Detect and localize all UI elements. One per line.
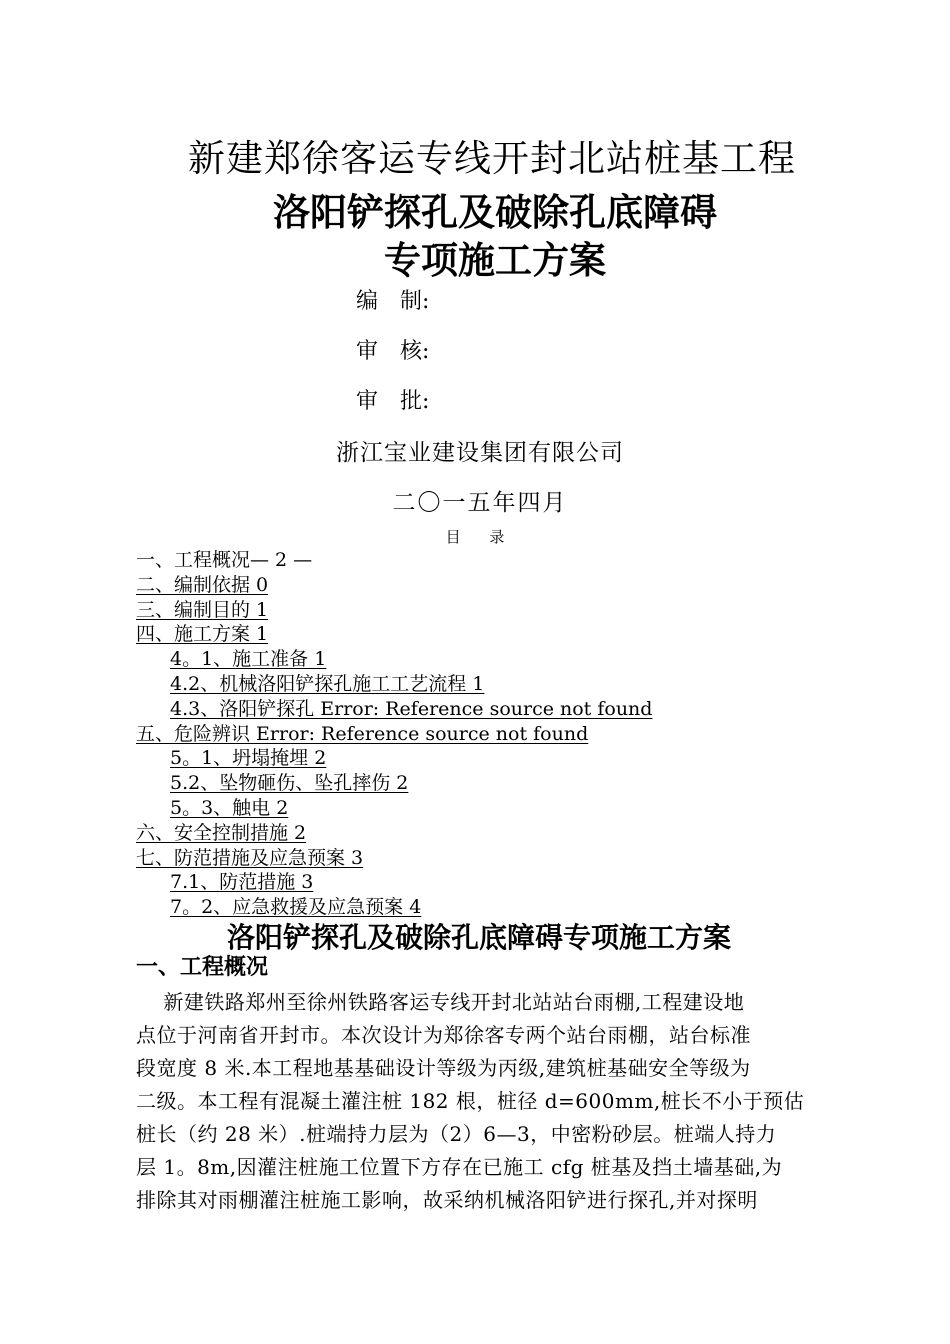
paragraph-line: 新建铁路郑州至徐州铁路客运专线开封北站站台雨棚,工程建设地 (136, 990, 745, 1014)
toc-subitem[interactable]: 4.3、洛阳铲探孔 Error: Reference source not found (170, 697, 653, 720)
paragraph-line: 层 1。8m,因灌注桩施工位置下方存在已施工 cfg 桩基及挡土墙基础,为 (136, 1155, 783, 1179)
toc-subitem[interactable]: 5。1、坍塌掩埋 2 (170, 747, 327, 770)
toc-item[interactable]: 一、工程概况— 2 — (136, 549, 313, 571)
paragraph-line: 段宽度 8 米.本工程地基基础设计等级为丙级,建筑桩基础安全等级为 (136, 1056, 751, 1080)
toc-item[interactable]: 六、安全控制措施 2 (136, 821, 307, 844)
toc-item[interactable]: 二、编制依据 0 (136, 573, 269, 596)
paragraph-line: 二级。本工程有混凝土灌注桩 182 根，桩径 d=600mm,桩长不小于预估 (136, 1089, 805, 1113)
sign-line-compiled (356, 284, 429, 315)
sign-label-char: 制: (400, 289, 430, 314)
toc-subitem[interactable]: 7。2、应急救援及应急预案 4 (170, 896, 422, 919)
company-name: 浙江宝业建设集团有限公司 (336, 440, 624, 466)
document-date: 二〇一五年四月 (392, 490, 568, 516)
toc-subitem[interactable]: 5。3、触电 2 (170, 796, 289, 819)
sign-label-char: 审 (356, 389, 379, 414)
toc-item[interactable]: 七、防范措施及应急预案 3 (136, 846, 364, 869)
sign-line-reviewed (356, 334, 429, 365)
sign-label-char: 编 (356, 289, 379, 314)
sign-label-char: 审 (356, 339, 379, 364)
cover-title-subject: 洛阳铲探孔及破除孔底障碍 (273, 190, 717, 234)
paragraph-line: 桩长（约 28 米）.桩端持力层为（2）6—3，中密粉砂层。桩端人持力 (136, 1122, 777, 1146)
toc-item[interactable]: 三、编制目的 1 (136, 598, 269, 621)
toc-title: 目 录 (445, 528, 517, 546)
sign-label-char: 批: (400, 389, 430, 414)
toc-subitem[interactable]: 7.1、防范措施 3 (170, 871, 314, 894)
table-of-contents (136, 548, 856, 920)
paragraph-line: 点位于河南省开封市。本次设计为郑徐客专两个站台雨棚，站台标准 (136, 1023, 751, 1047)
toc-subitem[interactable]: 4。1、施工准备 1 (170, 648, 327, 671)
toc-subitem[interactable]: 5.2、坠物砸伤、坠孔摔伤 2 (170, 772, 409, 795)
cover-title-project: 新建郑徐客运专线开封北站桩基工程 (188, 137, 796, 180)
body-main-title: 洛阳铲探孔及破除孔底障碍专项施工方案 (226, 921, 731, 954)
paragraph-line: 排除其对雨棚灌注桩施工影响，故采纳机械洛阳铲进行探孔,并对探明 (136, 1188, 758, 1212)
toc-subitem[interactable]: 4.2、机械洛阳铲探孔施工工艺流程 1 (170, 672, 485, 695)
sign-label-char: 核: (400, 339, 430, 364)
section-heading: 一、工程概况 (136, 954, 269, 980)
toc-item[interactable]: 四、施工方案 1 (136, 623, 269, 646)
cover-title-plan: 专项施工方案 (384, 238, 606, 282)
toc-item[interactable]: 五、危险辨识 Error: Reference source not found (136, 722, 589, 745)
sign-line-approved (356, 384, 429, 415)
